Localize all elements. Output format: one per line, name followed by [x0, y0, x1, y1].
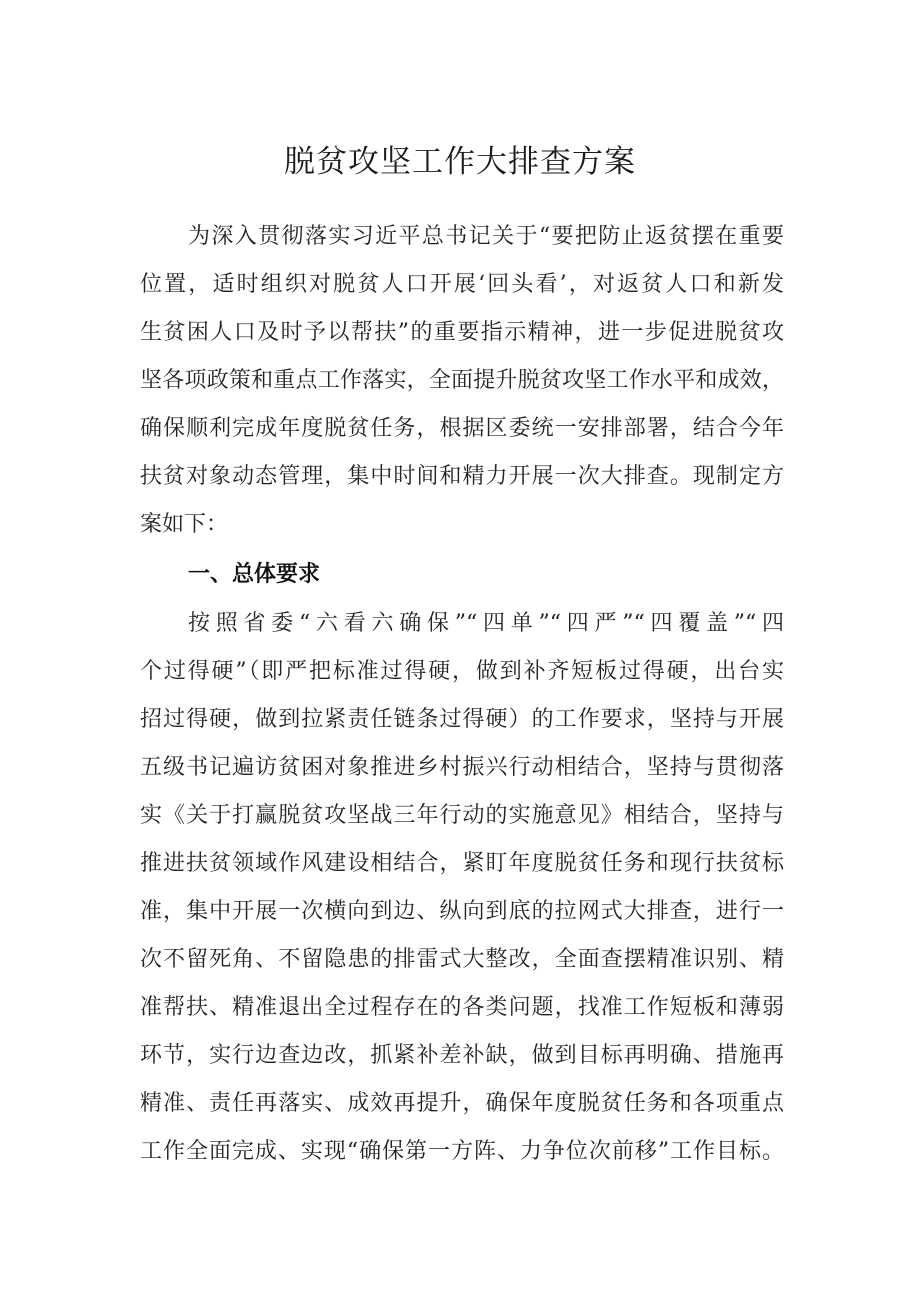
section1-line-2: 个过得硬”（即严把标准过得硬，做到补齐短板过得硬，出台实 — [140, 659, 784, 684]
section1-line-11: 精准、责任再落实、成效再提升，确保年度脱贫任务和各项重点 — [140, 1091, 784, 1116]
section1-line-8: 次不留死角、不留隐患的排雷式大整改，全面查摆精准识别、精 — [140, 947, 784, 972]
intro-line-7: 案如下： — [140, 512, 229, 537]
intro-line-5: 确保顺利完成年度脱贫任务，根据区委统一安排部署，结合今年 — [140, 416, 784, 441]
intro-line-2: 位置，适时组织对脱贫人口开展‘回头看’，对返贫人口和新发 — [140, 272, 784, 297]
intro-line-4: 坚各项政策和重点工作落实，全面提升脱贫攻坚工作水平和成效， — [140, 368, 784, 393]
section1-line-7: 准，集中开展一次横向到边、纵向到底的拉网式大排查，进行一 — [140, 899, 784, 924]
section1-line-3: 招过得硬，做到拉紧责任链条过得硬）的工作要求，坚持与开展 — [140, 707, 784, 732]
document-title: 脱贫攻坚工作大排查方案 — [284, 144, 636, 180]
section1-line-12: 工作全面完成、实现“确保第一方阵、力争位次前移”工作目标。 — [140, 1139, 784, 1164]
section1-line-9: 准帮扶、精准退出全过程存在的各类问题，找准工作短板和薄弱 — [140, 995, 784, 1020]
section-heading-general-requirements: 一、总体要求 — [188, 562, 321, 587]
section1-line-5: 实《关于打赢脱贫攻坚战三年行动的实施意见》相结合，坚持与 — [140, 803, 784, 828]
section1-line-4: 五级书记遍访贫困对象推进乡村振兴行动相结合，坚持与贯彻落 — [140, 755, 784, 780]
section1-line-10: 环节，实行边查边改，抓紧补差补缺，做到目标再明确、措施再 — [140, 1043, 784, 1068]
intro-line-3: 生贫困人口及时予以帮扶”的重要指示精神，进一步促进脱贫攻 — [140, 320, 784, 345]
section1-line-6: 推进扶贫领域作风建设相结合，紧盯年度脱贫任务和现行扶贫标 — [140, 851, 784, 876]
intro-line-1: 为深入贯彻落实习近平总书记关于“要把防止返贫摆在重要 — [188, 224, 784, 249]
section1-line-1: 按照省委“六看六确保”“四单”“四严”“四覆盖”“四 — [188, 611, 784, 636]
intro-line-6: 扶贫对象动态管理，集中时间和精力开展一次大排查。现制定方 — [140, 464, 784, 489]
